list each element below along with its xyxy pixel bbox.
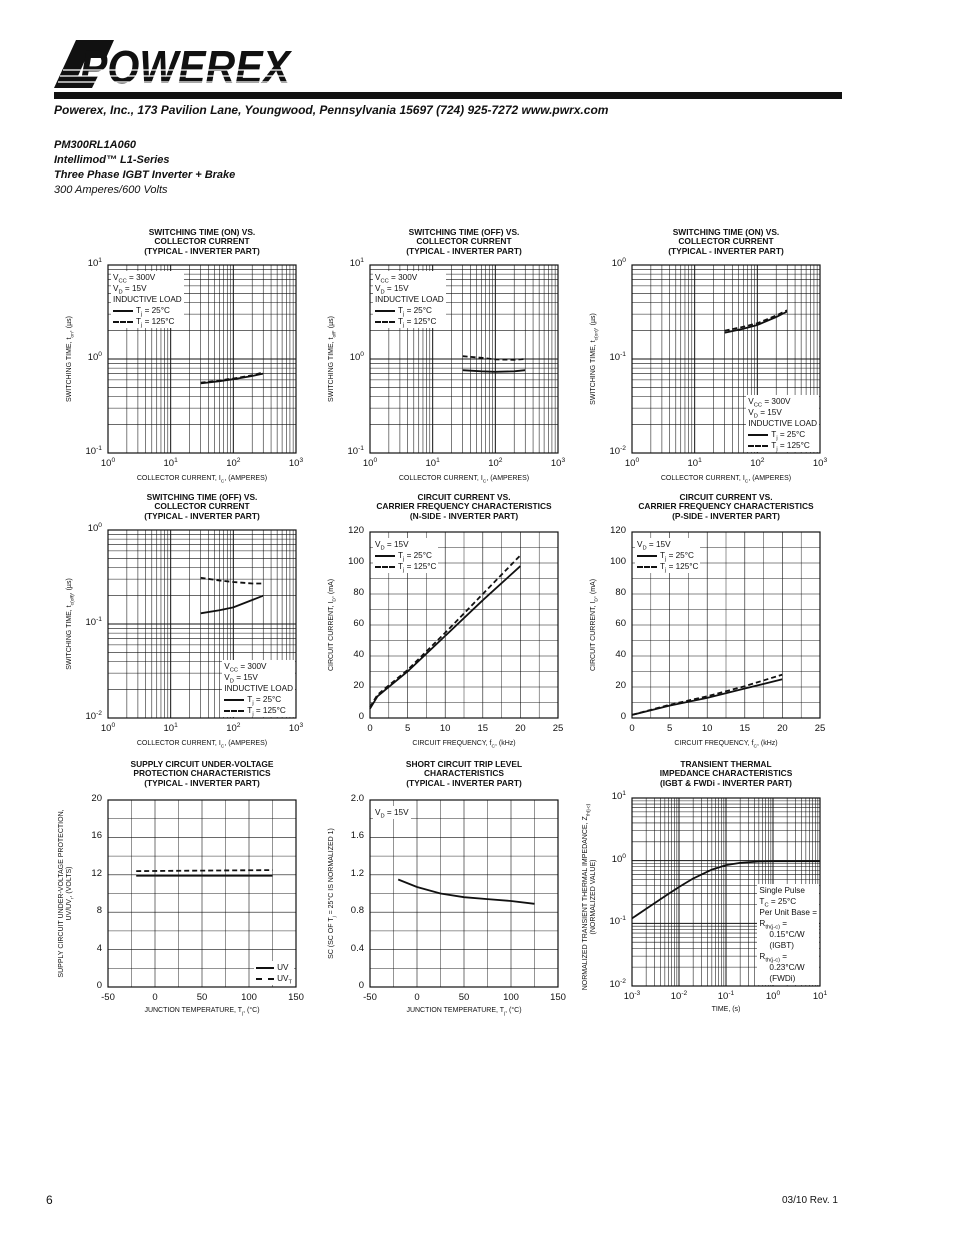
dashed-line-swatch [748,445,768,447]
chart-7-xlabel: JUNCTION TEMPERATURE, $T_j$, (°C) [144,1007,260,1017]
title-line: IMPEDANCE CHARACTERISTICS [659,768,793,779]
title-line: (TYPICAL - INVERTER PART) [668,245,784,256]
company-address: Powerex, Inc., 173 Pavilion Lane, Youngwood, Pennsylvania 15697 (724) 925-7272 www.pwrx.com [54,103,609,117]
chart-4-legend [222,660,295,717]
x-tick-label: 25 [552,723,564,734]
y-tick-label: 100 [610,556,626,567]
legend-item [637,550,698,561]
y-tick-label: $10^{-1}$ [347,444,364,457]
legend-label: 0.23°C/W [769,963,805,972]
legend-label: $V_{CC} = 300V$ [113,273,156,285]
x-tick-label: $10^1$ [687,456,702,469]
legend-item [759,951,817,962]
x-tick-label: $10^2$ [750,456,765,469]
chart-3-xlabel: COLLECTOR CURRENT, $I_C$, (AMPERES) [660,475,792,485]
y-tick-label: 0 [358,980,364,991]
chart-5-legend [373,538,438,573]
legend-item [224,672,293,683]
y-tick-label: 20 [615,680,626,691]
x-tick-label: 50 [196,992,208,1003]
legend-label: $T_j = 125^\circ C$ [398,317,437,329]
chart-3-legend [746,395,819,452]
legend-label: $V_{CC} = 300V$ [375,273,418,285]
revision: 03/10 Rev. 1 [782,1195,838,1206]
y-tick-label: 8 [96,905,102,917]
legend-item [759,962,817,973]
legend-label: $V_D = 15V$ [375,284,409,296]
y-tick-label: $10^{-1}$ [609,915,626,928]
title-line: (TYPICAL - INVERTER PART) [406,245,522,256]
header-rule [54,92,842,99]
legend-label: $V_D = 15V$ [375,808,409,820]
x-tick-label: 150 [550,992,566,1003]
legend-label: (FWDi) [769,974,796,983]
title-line: COLLECTOR CURRENT [154,501,250,512]
title-line: TRANSIENT THERMAL [680,759,772,769]
title-line: SWITCHING TIME (ON) VS. [148,227,256,237]
chart-3-series-1 [725,312,788,333]
x-tick-label: $10^3$ [288,721,304,734]
legend-item [759,973,817,984]
legend-item [224,661,293,672]
logo-text: POWEREX [80,41,293,90]
chart-1-series-2 [201,372,264,382]
y-tick-label: 1.6 [350,830,364,842]
legend-label: $T_j = 25^\circ C$ [398,551,432,563]
title-line: (TYPICAL - INVERTER PART) [406,777,522,788]
y-tick-label: $10^{-1}$ [85,444,102,457]
legend-label: $V_D = 15V$ [637,540,671,552]
x-tick-label: $10^2$ [226,456,241,469]
chart-3-title [612,228,840,256]
chart-2-legend [373,271,446,328]
x-tick-label: $10^2$ [488,456,503,469]
series: Intellimod™ L1-Series [54,154,170,166]
y-tick-label: $10^{-2}$ [609,977,626,990]
legend-item [759,885,817,896]
solid-line-swatch [637,555,657,557]
title-line: CARRIER FREQUENCY CHARACTERISTICS [376,501,552,512]
title-line: COLLECTOR CURRENT [416,236,512,247]
legend-item [637,561,698,572]
legend-label: INDUCTIVE LOAD [224,684,293,693]
chart-8-grid [370,800,558,987]
chart-4-series-2 [201,578,264,584]
chart-2-title [350,228,578,256]
title-line: CIRCUIT CURRENT VS. [417,492,511,502]
legend-label: $T_j = 125^\circ C$ [660,562,699,574]
y-tick-label: $10^0$ [87,521,102,534]
legend-label: $T_C = 25^\circ C$ [759,897,797,909]
title-line: (P-SIDE - INVERTER PART) [672,510,780,521]
chart-1-series-1 [201,374,264,384]
y-tick-label: $10^0$ [87,350,102,363]
chart-1-title [88,228,316,256]
chart-9-title [612,760,840,788]
legend-label: $V_D = 15V$ [224,673,258,685]
y-tick-label: 4 [96,942,102,954]
legend-item [375,550,436,561]
chart-6-series-1 [632,679,782,715]
title-line: SHORT CIRCUIT TRIP LEVEL [405,759,523,769]
legend-item [224,683,293,694]
chart-4-title [88,493,316,521]
chart-1-ylabel: SWITCHING TIME, $t_{on}$, (µs) [66,316,76,402]
part-number: PM300RL1A060 [54,139,136,151]
chart-8-ylabel: SC (SC OF $T_j = 25^\circ C$ IS NORMALIZED 1) [328,828,338,959]
y-tick-label: 60 [353,618,364,629]
legend-item [375,316,444,327]
y-tick-label: 0 [96,980,102,991]
legend-item [256,973,292,984]
y-tick-label: 80 [615,587,626,598]
chart-4-ylabel: SWITCHING TIME, $t_{c(off)}$, (µs) [66,578,76,670]
chart-9-xlabel: TIME, (s) [711,1006,741,1013]
legend-label: $V_D = 15V$ [748,408,782,420]
x-tick-label: $10^1$ [425,456,440,469]
title-line: (TYPICAL - INVERTER PART) [144,245,260,256]
y-tick-label: 0 [358,711,364,722]
chart-1-legend [111,271,184,328]
x-tick-label: 0 [629,723,635,734]
x-tick-label: $10^3$ [288,456,304,469]
legend-item [113,272,182,283]
x-tick-label: $10^{-3}$ [623,989,641,1002]
legend-item [748,429,817,440]
title-line: (IGBT & FWDi - INVERTER PART) [660,777,792,788]
title-line: CIRCUIT CURRENT VS. [679,492,773,502]
x-tick-label: 25 [814,723,826,734]
y-tick-label: 12 [91,867,102,879]
x-tick-label: $10^{-2}$ [670,989,688,1002]
x-tick-label: 10 [701,723,713,734]
title-line: SWITCHING TIME (OFF) VS. [146,492,258,502]
chart-7-series-2 [136,870,272,871]
chart-5-series-2 [370,555,520,707]
legend-label: $T_j = 125^\circ C$ [247,706,286,718]
chart-7-legend [254,961,294,985]
chart-7-frame [108,800,296,987]
chart-6-series-2 [632,675,782,715]
chart-7-grid [108,800,296,987]
title-line: PROTECTION CHARACTERISTICS [133,768,271,779]
y-tick-label: $10^1$ [611,789,626,802]
legend-label: $T_j = 125^\circ C$ [398,562,437,574]
chart-2-series-1 [463,370,526,372]
title-line: CHARACTERISTICS [423,768,505,779]
x-tick-label: 10 [439,723,451,734]
chart-3-ylabel: SWITCHING TIME, $t_{c(on)}$, (µs) [590,313,600,405]
x-tick-label: 150 [288,992,304,1003]
y-tick-label: 40 [615,649,626,660]
product-block [54,138,235,198]
page-number: 6 [46,1193,53,1207]
dashed-line-swatch [375,321,395,323]
y-tick-label: 80 [353,587,364,598]
title-line: (TYPICAL - INVERTER PART) [144,777,260,788]
legend-label: (IGBT) [769,941,794,950]
y-tick-label: 16 [91,830,102,842]
y-tick-label: $10^1$ [87,256,102,269]
solid-line-swatch [375,310,395,312]
x-tick-label: $10^1$ [163,721,178,734]
y-tick-label: 20 [353,680,364,691]
legend-label: $T_j = 25^\circ C$ [398,306,432,318]
y-tick-label: 100 [348,556,364,567]
y-tick-label: $10^0$ [611,256,626,269]
title-line: SWITCHING TIME (OFF) VS. [408,227,520,237]
legend-label: 0.15°C/W [769,930,805,939]
y-tick-label: $10^0$ [349,350,364,363]
title-line: COLLECTOR CURRENT [154,236,250,247]
legend-item [113,316,182,327]
dashed-line-swatch [113,321,133,323]
rating: 300 Amperes/600 Volts [54,184,168,196]
legend-label: UV [277,963,289,972]
dashed-line-swatch [637,566,657,568]
legend-item [748,396,817,407]
y-tick-label: 120 [610,525,626,536]
y-tick-label: 120 [348,525,364,536]
x-tick-label: 0 [152,992,158,1003]
legend-label: $T_j = 125^\circ C$ [136,317,175,329]
legend-label: $T_j = 25^\circ C$ [247,695,282,707]
x-tick-label: -50 [363,992,377,1003]
title-line: COLLECTOR CURRENT [678,236,774,247]
x-tick-label: 0 [414,992,420,1003]
powerex-logo [54,38,294,90]
legend-label: $V_D = 15V$ [375,540,409,552]
x-tick-label: 15 [477,723,489,734]
legend-item [375,539,436,550]
legend-item [759,940,817,951]
y-tick-label: 0 [620,711,626,722]
x-tick-label: $10^0$ [624,456,640,469]
x-tick-label: $10^0$ [362,456,378,469]
x-tick-label: $10^1$ [163,456,178,469]
legend-item [113,294,182,305]
legend-item [224,694,293,705]
legend-label: Per Unit Base = [759,908,817,917]
chart-8-legend [373,806,411,819]
dashed-line-swatch [224,710,244,712]
chart-7-title [88,760,316,788]
y-tick-label: $10^{-2}$ [85,709,102,722]
chart-9-legend [757,884,819,985]
y-tick-label: 40 [353,649,364,660]
chart-6-xlabel: CIRCUIT FREQUENCY, $f_C$, (kHz) [674,740,778,750]
chart-6-title [612,493,840,521]
legend-item [256,962,292,973]
title-line: (N-SIDE - INVERTER PART) [409,510,519,521]
legend-item [375,283,444,294]
chart-6-ylabel: CIRCUIT CURRENT, $I_D$, (mA) [590,578,600,672]
y-tick-label: 0.4 [350,942,364,954]
chart-9-ylabel: NORMALIZED TRANSIENT THERMAL IMPEDANCE, $Z_{th(j-c)}$ (NORMALIZED VALUE) [582,803,597,991]
x-tick-label: -50 [101,992,115,1003]
x-tick-label: $10^3$ [550,456,566,469]
x-tick-label: $10^2$ [226,721,241,734]
x-tick-label: 100 [503,992,519,1003]
legend-item [375,294,444,305]
legend-item [759,896,817,907]
y-tick-label: 0.8 [350,905,364,917]
legend-item [224,705,293,716]
chart-6-legend [635,538,700,573]
legend-label: $V_{CC} = 300V$ [224,662,267,674]
x-tick-label: $10^3$ [812,456,828,469]
title-line: SWITCHING TIME (ON) VS. [672,227,780,237]
x-tick-label: $10^0$ [765,989,781,1002]
x-tick-label: 5 [404,723,411,734]
solid-line-swatch [113,310,133,312]
x-tick-label: $10^0$ [100,721,116,734]
legend-label: $V_D = 15V$ [113,284,147,296]
x-tick-label: $10^1$ [812,989,828,1002]
chart-8-title [350,760,578,788]
legend-label: INDUCTIVE LOAD [748,419,817,428]
solid-line-swatch [375,555,395,557]
title-line: SUPPLY CIRCUIT UNDER-VOLTAGE [130,759,274,769]
x-tick-label: 15 [739,723,751,734]
legend-label: $T_j = 25^\circ C$ [136,306,170,318]
solid-line-swatch [748,434,768,436]
dashed-line-swatch [256,978,274,980]
legend-item [375,807,409,818]
dashed-line-swatch [375,566,395,568]
legend-label: $R_{th(j-c)}$ = [759,919,788,931]
legend-item [759,929,817,940]
chart-2-xlabel: COLLECTOR CURRENT, $I_C$, (AMPERES) [398,475,530,485]
legend-item [375,305,444,316]
chart-4-xlabel: COLLECTOR CURRENT, $I_C$, (AMPERES) [136,740,268,750]
chart-4-series-1 [201,596,264,614]
legend-label: $V_{CC} = 300V$ [748,397,791,409]
legend-item [748,440,817,451]
solid-line-swatch [224,699,244,701]
title-line: (TYPICAL - INVERTER PART) [144,510,260,521]
chart-5-ylabel: CIRCUIT CURRENT, $I_D$, (mA) [328,578,338,672]
chart-2-series-2 [463,356,526,360]
legend-label: $UV_T$ [277,974,292,986]
legend-item [375,272,444,283]
chart-5-series-1 [370,566,520,709]
legend-item [748,407,817,418]
legend-label: $T_j = 125^\circ C$ [771,441,810,453]
y-tick-label: 1.2 [350,867,364,879]
legend-item [113,283,182,294]
x-tick-label: $10^{-1}$ [717,989,735,1002]
chart-2-ylabel: SWITCHING TIME, $t_{off}$, (µs) [328,316,338,402]
x-tick-label: 0 [367,723,373,734]
description: Three Phase IGBT Inverter + Brake [54,169,236,181]
legend-label: INDUCTIVE LOAD [375,295,444,304]
solid-line-swatch [256,967,274,969]
legend-item [748,418,817,429]
legend-item [375,561,436,572]
chart-8-frame [370,800,558,987]
legend-label: INDUCTIVE LOAD [113,295,182,304]
chart-1-xlabel: COLLECTOR CURRENT, $I_C$, (AMPERES) [136,475,268,485]
y-tick-label: $10^{-2}$ [609,444,626,457]
title-line: CARRIER FREQUENCY CHARACTERISTICS [638,501,814,512]
y-tick-label: $10^{-1}$ [609,350,626,363]
x-tick-label: 50 [458,992,470,1003]
legend-item [113,305,182,316]
legend-item [759,907,817,918]
chart-5-title [350,493,578,521]
legend-label: $R_{th(j-c)}$ = [759,952,788,964]
y-tick-label: $10^0$ [611,852,626,865]
x-tick-label: 20 [515,723,526,734]
legend-label: $T_j = 25^\circ C$ [660,551,694,563]
chart-3-series-2 [725,310,788,330]
chart-5-xlabel: CIRCUIT FREQUENCY, $f_C$, (kHz) [412,740,516,750]
legend-item [637,539,698,550]
y-tick-label: 20 [91,793,102,804]
x-tick-label: 100 [241,992,257,1003]
y-tick-label: $10^1$ [349,256,364,269]
y-tick-label: 60 [615,618,626,629]
chart-8-series-1 [398,880,534,904]
chart-7-ylabel: SUPPLY CIRCUIT UNDER-VOLTAGE PROTECTION, $UV/UV_r$, (VOLTS) [58,809,76,978]
x-tick-label: 20 [777,723,788,734]
x-tick-label: $10^0$ [100,456,116,469]
legend-item [759,918,817,929]
legend-label: $T_j = 25^\circ C$ [771,430,806,442]
legend-label: Single Pulse [759,886,805,895]
y-tick-label: 2.0 [350,793,364,804]
chart-8-xlabel: JUNCTION TEMPERATURE, $T_j$, (°C) [406,1007,522,1017]
x-tick-label: 5 [666,723,673,734]
y-tick-label: $10^{-1}$ [85,615,102,628]
